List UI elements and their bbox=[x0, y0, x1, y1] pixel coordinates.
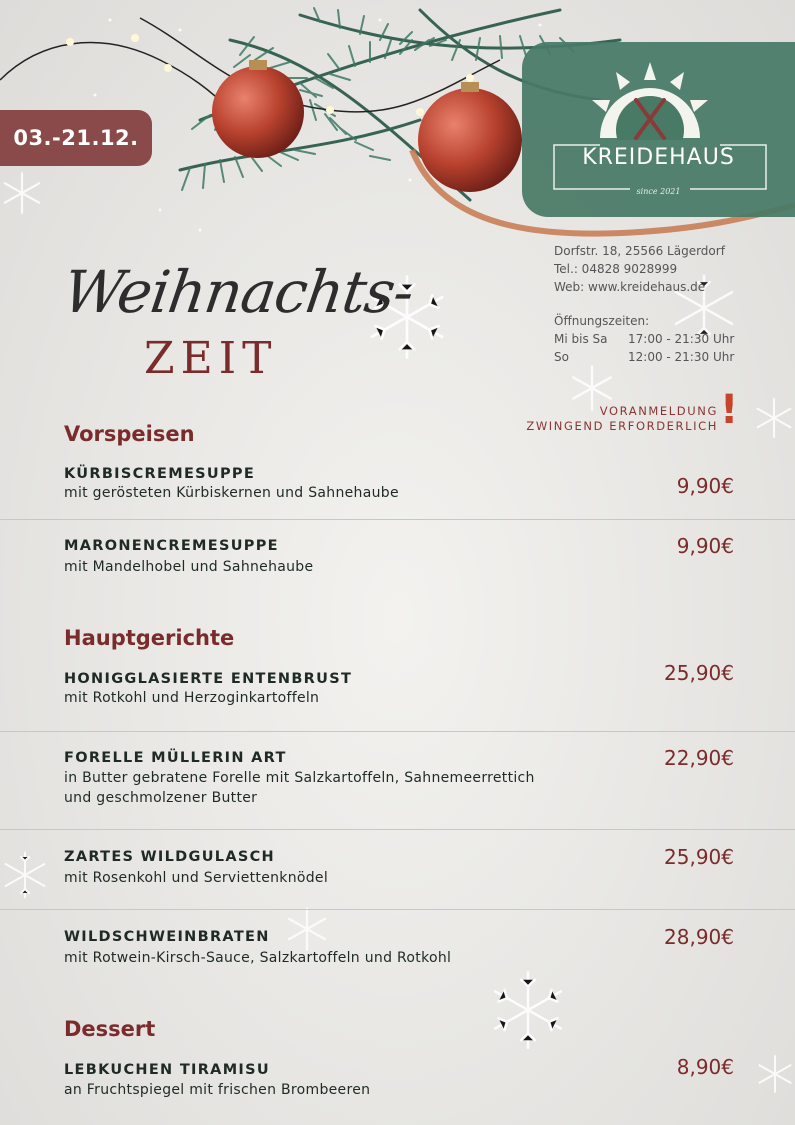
hours-time: 12:00 - 21:30 Uhr bbox=[628, 350, 735, 364]
date-badge: 03.-21.12. bbox=[0, 110, 152, 166]
section-title: Dessert bbox=[64, 1017, 156, 1041]
logo-panel bbox=[522, 42, 795, 217]
hours-days: So bbox=[554, 350, 569, 364]
hours-days: Mi bis Sa bbox=[554, 332, 608, 346]
title-script: Weihnachts- bbox=[59, 258, 418, 326]
logo-name: KREIDEHAUS bbox=[582, 145, 735, 170]
notice-line1: VORANMELDUNG bbox=[599, 404, 718, 418]
dish-name: LEBKUCHEN TIRAMISU bbox=[64, 1062, 270, 1078]
logo-since: since 2021 bbox=[636, 187, 681, 196]
dish-name: FORELLE MÜLLERIN ART bbox=[64, 750, 287, 766]
dish-price: 8,90€ bbox=[676, 1055, 734, 1079]
divider bbox=[0, 829, 795, 830]
dish-desc: mit gerösteten Kürbiskernen und Sahnehaube bbox=[64, 485, 399, 501]
dish-desc: und geschmolzener Butter bbox=[64, 790, 258, 806]
dish-desc: an Fruchtspiegel mit frischen Brombeeren bbox=[64, 1082, 371, 1098]
contact-web[interactable]: Web: www.kreidehaus.de bbox=[554, 280, 706, 294]
dish-price: 28,90€ bbox=[664, 925, 734, 949]
dish-price: 25,90€ bbox=[664, 845, 734, 869]
dish-price: 9,90€ bbox=[676, 474, 734, 498]
title-main: ZEIT bbox=[144, 333, 278, 384]
dish-price: 9,90€ bbox=[676, 534, 734, 558]
section-title: Vorspeisen bbox=[64, 422, 195, 446]
dish-price: 25,90€ bbox=[664, 661, 734, 685]
section-title: Hauptgerichte bbox=[64, 626, 235, 650]
contact-phone: Tel.: 04828 9028999 bbox=[554, 262, 678, 276]
hours-label: Öffnungszeiten: bbox=[554, 314, 650, 328]
hours-row bbox=[554, 332, 734, 346]
snowflake-icon bbox=[755, 1032, 795, 1116]
dish-desc: mit Rotwein-Kirsch-Sauce, Salzkartoffeln und Rotkohl bbox=[64, 950, 452, 966]
dish-desc: mit Rosenkohl und Serviettenknödel bbox=[64, 870, 329, 886]
notice-line2: ZWINGEND ERFORDERLICH bbox=[526, 419, 718, 433]
contact-address: Dorfstr. 18, 25566 Lägerdorf bbox=[554, 244, 725, 258]
dish-name: ZARTES WILDGULASCH bbox=[64, 849, 275, 865]
dish-name: KÜRBISCREMESUPPE bbox=[64, 466, 256, 482]
hours-row bbox=[554, 350, 734, 364]
dish-name: MARONENCREMESUPPE bbox=[64, 538, 279, 554]
dish-name: HONIGGLASIERTE ENTENBRUST bbox=[64, 671, 353, 687]
exclamation-mark: ! bbox=[720, 387, 739, 433]
hours-time: 17:00 - 21:30 Uhr bbox=[628, 332, 735, 346]
dish-desc: mit Rotkohl und Herzoginkartoffeln bbox=[64, 690, 320, 706]
snowflake-icon bbox=[753, 386, 795, 450]
dish-desc: in Butter gebratene Forelle mit Salzkartoffeln, Sahnemeerrettich bbox=[64, 770, 535, 786]
snowflake-icon bbox=[284, 906, 330, 952]
snowflake-icon bbox=[0, 168, 44, 218]
dish-name: WILDSCHWEINBRATEN bbox=[64, 929, 270, 945]
dish-desc: mit Mandelhobel und Sahnehaube bbox=[64, 559, 314, 575]
snowflake-icon bbox=[486, 968, 570, 1052]
dish-price: 22,90€ bbox=[664, 746, 734, 770]
divider bbox=[0, 519, 795, 520]
fork-knife-sun-icon bbox=[580, 60, 720, 140]
divider bbox=[0, 909, 795, 910]
snowflake-icon bbox=[0, 842, 50, 908]
divider bbox=[0, 731, 795, 732]
